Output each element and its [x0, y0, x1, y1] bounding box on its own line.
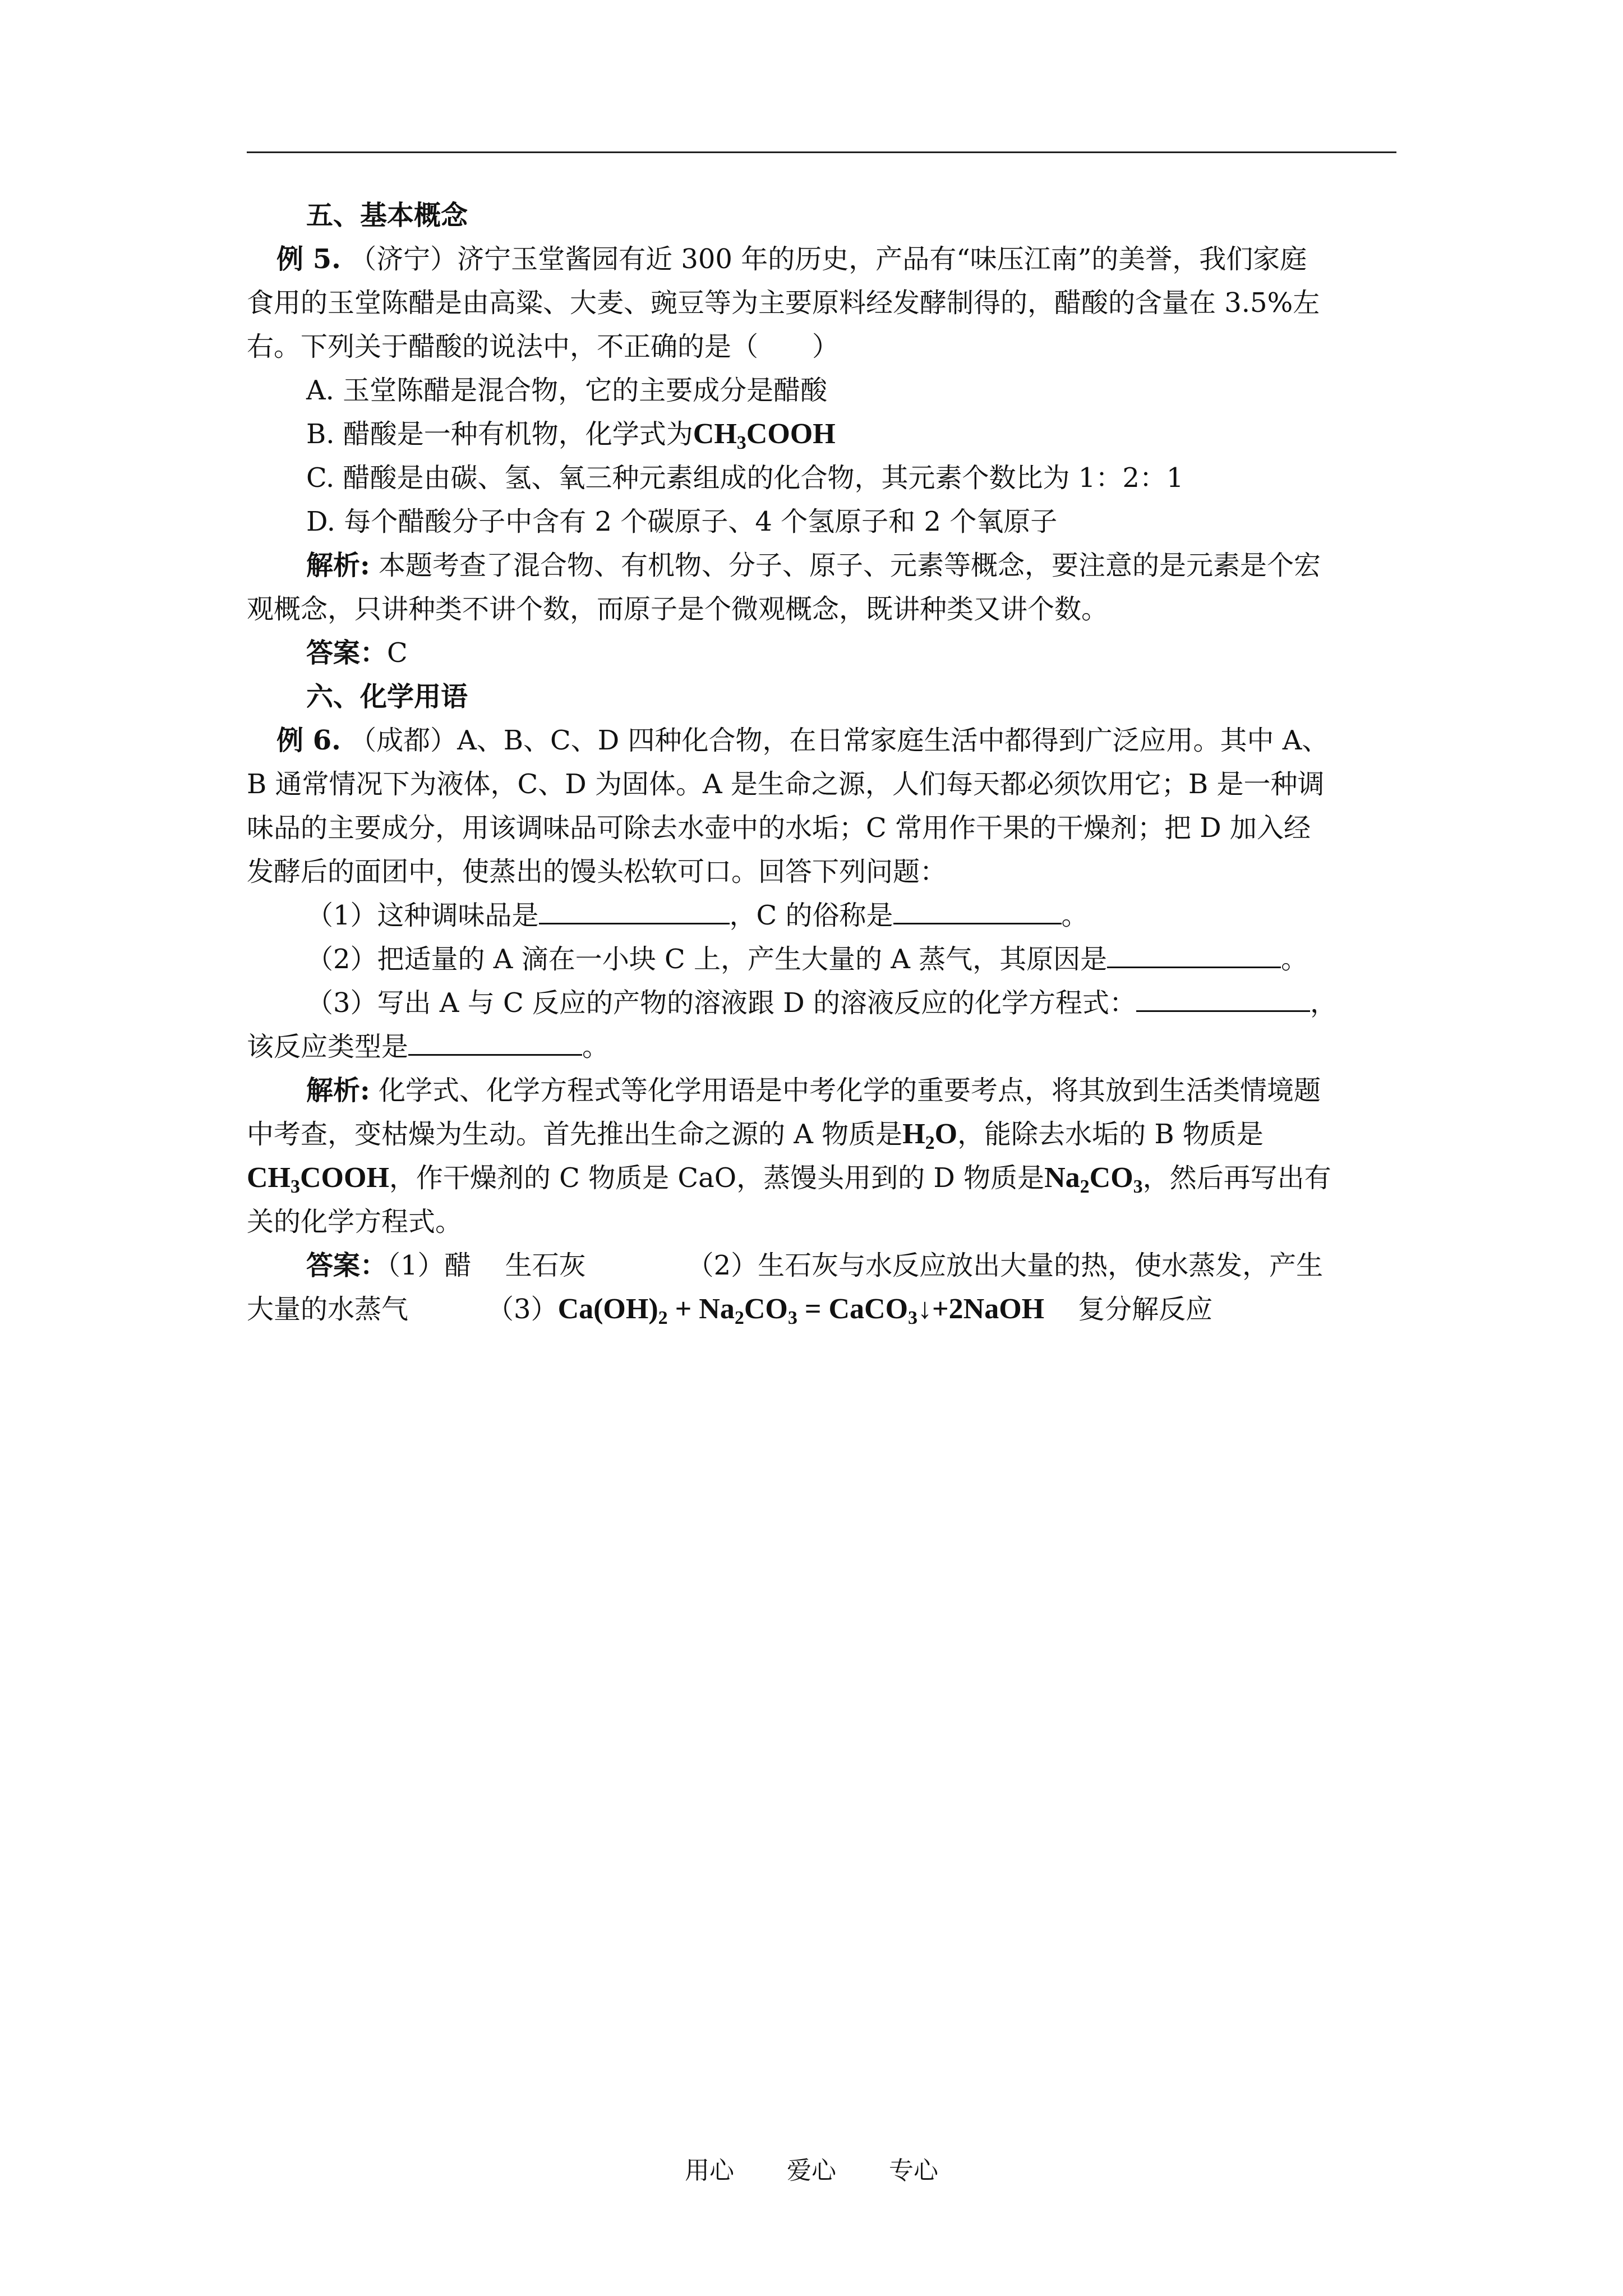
answer-6-1: （1）醋 [387, 1250, 472, 1281]
analysis-5-line-1: 解析: 本题考查了混合物、有机物、分子、原子、元素等概念，要注意的是元素是个宏 [306, 550, 1321, 581]
answer-6-line-2 [247, 1287, 1396, 1331]
example-6-line-1 [247, 719, 1396, 762]
example-6-text-1: （成都）A、B、C、D 四种化合物，在日常家庭生活中都得到广泛应用。其中 A、 [349, 725, 1329, 756]
reaction-equation: $Ca(OH)_2 + Na_2CO_3$ = CaCO$_3$↓+2NaOH [557, 1293, 1045, 1328]
q1-text-a: （1）这种调味品是 [306, 900, 539, 931]
answer-6-line-1 [247, 1244, 1396, 1287]
example-5-text-1: （济宁）济宁玉堂酱园有近 300 年的历史，产品有“味压江南”的美誉，我们家庭 [349, 243, 1307, 275]
answer-6-3-type: 复分解反应 [1078, 1294, 1213, 1325]
answer-5-value: C [387, 637, 408, 669]
q3-line2-end: 。 [582, 1031, 610, 1062]
example-6-line-4: 发酵后的面团中，使蒸出的馒头松软可口。回答下列问题： [247, 856, 947, 887]
analysis-6-line-3 [247, 1156, 1396, 1200]
q1-end: 。 [1061, 900, 1089, 931]
q2-blank[interactable] [1107, 944, 1281, 968]
example-5-line-2: 食用的玉堂陈醋是由高粱、大麦、豌豆等为主要原料经发酵制得的，醋酸的含量在 3.5%左 [247, 287, 1320, 319]
option-c: C. 醋酸是由碳、氢、氧三种元素组成的化合物，其元素个数比为 1：2：1 [306, 462, 1184, 494]
question-6-3-line-2 [247, 1025, 1396, 1069]
analysis-6-text-2b: ，能除去水垢的 B 物质是 [957, 1119, 1264, 1150]
q3-text: （3）写出 A 与 C 反应的产物的溶液跟 D 的溶液反应的化学方程式： [306, 987, 1136, 1019]
analysis-6-text-1: 化学式、化学方程式等化学用语是中考化学的重要考点，将其放到生活类情境题 [379, 1075, 1321, 1106]
page-footer [0, 2154, 1623, 2188]
answer-6-1b: 生石灰 [505, 1250, 586, 1281]
answer-6-3-label: （3） [487, 1294, 558, 1325]
footer-right: 专心 [889, 2156, 938, 2185]
q1-blank-1[interactable] [539, 900, 730, 924]
option-a: A. 玉堂陈醋是混合物，它的主要成分是醋酸 [306, 375, 828, 406]
q3-blank-1[interactable] [1136, 988, 1310, 1012]
example-5-line-1 [247, 237, 1396, 281]
q1-text-b: ，C 的俗称是 [729, 900, 893, 931]
q2-end: 。 [1281, 944, 1308, 975]
section-heading-5: 五、基本概念 [306, 200, 468, 231]
question-6-1 [247, 894, 1396, 937]
q3-blank-2[interactable] [408, 1032, 582, 1056]
acetic-acid-formula-2: $CH_3COOH$ [247, 1162, 389, 1197]
example-6-label: 例 6. [276, 725, 341, 756]
question-6-3 [247, 981, 1396, 1025]
answer-5 [247, 631, 1396, 675]
question-6-2 [247, 937, 1396, 981]
footer-left: 用心 [685, 2156, 734, 2185]
q1-blank-2[interactable] [893, 900, 1062, 924]
analysis-6-line-2 [247, 1112, 1396, 1156]
precipitate-arrow-icon: ↓ [917, 1293, 933, 1325]
option-b [247, 412, 1396, 456]
example-5-line-3: 右。下列关于醋酸的说法中，不正确的是（ ） [247, 331, 840, 362]
option-d: D. 每个醋酸分子中含有 2 个碳原子、4 个氢原子和 2 个氧原子 [306, 506, 1058, 537]
answer-6-2: （2）生石灰与水反应放出大量的热，使水蒸发，产生 [686, 1250, 1324, 1281]
analysis-6-label: 解析 [306, 1075, 361, 1106]
q2-text: （2）把适量的 A 滴在一小块 C 上，产生大量的 A 蒸气，其原因是 [306, 944, 1108, 975]
answer-5-label: 答案： [306, 637, 388, 669]
acetic-acid-formula: $CH_3COOH$ [693, 418, 836, 453]
analysis-5-line-2: 观概念，只讲种类不讲个数，而原子是个微观概念，既讲种类又讲个数。 [247, 593, 1109, 625]
example-5-label: 例 5. [276, 243, 341, 275]
example-6-line-2: B 通常情况下为液体，C、D 为固体。A 是生命之源，人们每天都必须饮用它；B 是一种调 [247, 769, 1325, 800]
analysis-6-text-2a: 中考查，变枯燥为生动。首先推出生命之源的 A 物质是 [247, 1119, 903, 1150]
header-rule [247, 151, 1396, 153]
q3-line2-text: 该反应类型是 [247, 1031, 409, 1062]
water-formula: $H_2O$ [902, 1118, 958, 1153]
option-b-text: B. 醋酸是一种有机物，化学式为 [306, 418, 693, 450]
footer-mid: 爱心 [787, 2156, 836, 2185]
section-heading-6: 六、化学用语 [306, 681, 468, 712]
answer-6-label: 答案： [306, 1250, 388, 1281]
analysis-6-text-3a: ，作干燥剂的 C 物质是 CaO，蒸馒头用到的 D 物质是 [389, 1162, 1045, 1194]
sodium-carbonate-formula: $Na_2CO_3$ [1044, 1162, 1143, 1197]
analysis-6-line-4: 关的化学方程式。 [247, 1206, 463, 1237]
analysis-6-text-3b: ，然后再写出有 [1142, 1162, 1331, 1194]
example-6-line-3: 味品的主要成分，用该调味品可除去水壶中的水垢；C 常用作干果的干燥剂；把 D 加入经 [247, 812, 1311, 844]
q3-end: ， [1310, 987, 1337, 1019]
document-body [247, 194, 1396, 1331]
analysis-6-line-1: 解析: 化学式、化学方程式等化学用语是中考化学的重要考点，将其放到生活类情境题 [306, 1075, 1321, 1106]
analysis-5-text-1: 本题考查了混合物、有机物、分子、原子、元素等概念，要注意的是元素是个宏 [379, 550, 1321, 581]
analysis-5-label: 解析 [306, 550, 361, 581]
answer-6-2b: 大量的水蒸气 [247, 1294, 409, 1325]
